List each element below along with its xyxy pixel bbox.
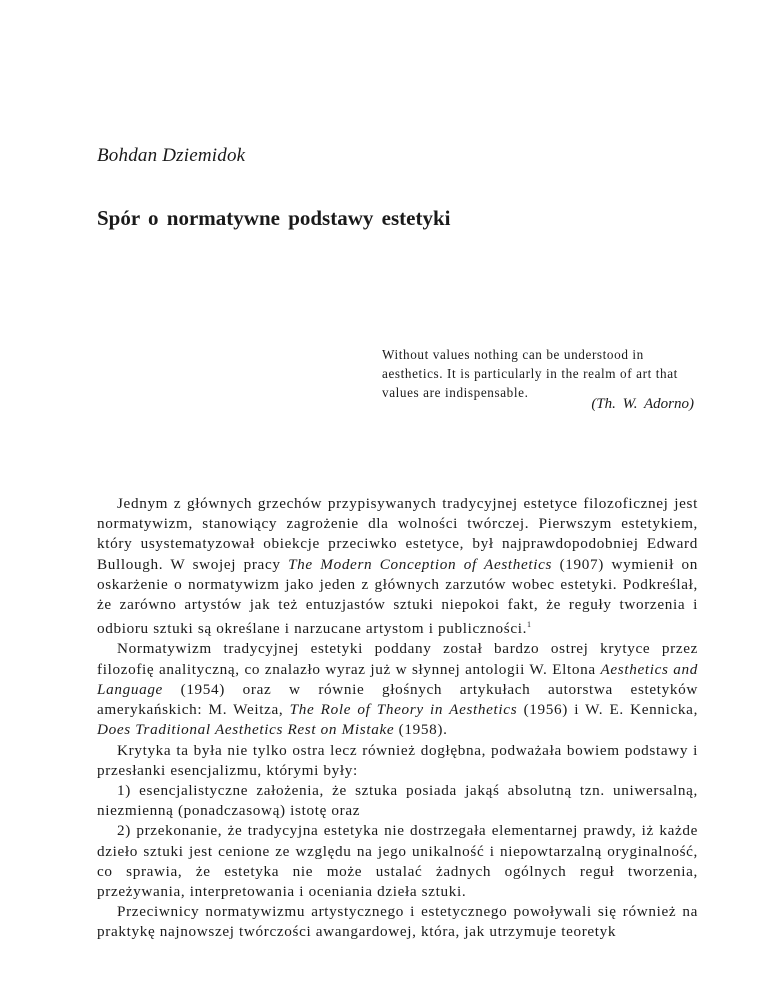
work-title: Aesthetics and Language (97, 660, 698, 698)
epigraph-source: (Th. W. Adorno) (591, 396, 694, 412)
author-name: Bohdan Dziemidok (97, 145, 246, 166)
list-item-2: 2) przekonanie, że tradycyjna estetyka nie dostrzegała elementarnej prawdy, iż każde dzieło sztuki jest cenione ze względu na jego unikalność i niepowtarzalną oryginalność, co sprawia, że estetyka nie może ustalać żadnych ogólnych reguł tworzenia, przeżywania, interpretowania i oceniania dzieła sztuki. (97, 822, 698, 900)
epigraph-quote: Without values nothing can be understood in aesthetics. It is particularly in the realm of art that values are indispensable. (382, 347, 678, 400)
footnote-marker: 1 (527, 620, 532, 630)
paragraph-3: Krytyka ta była nie tylko ostra lecz również dogłębna, podważała bowiem podstawy i przesłanki esencjalizmu, którymi były: (97, 741, 698, 779)
paragraph-4: Przeciwnicy normatywizmu artystycznego i estetycznego powoływali się również na praktykę najnowszej twórczości awangardowej, która, jak utrzymuje teoretyk (97, 903, 698, 941)
paragraph-1: Jednym z głównych grzechów przypisywanych tradycyjnej estetyce filozoficznej jest normatywizm, stanowiący zagrożenie dla wolności twórczej. Pierwszym estetykiem, który usystematyzował obiekcje przeciwko estetyce, był najprawdopodobniej Edward Bullough. W swojej pracy The Modern Conception of Aesthetics (1907) wymienił on oskarżenie o normatywizm jako jeden z głównych zarzutów wobec estetyki. Podkreślał, że zarówno artystów jak też entuzjastów sztuki niepokoi fakt, że reguły tworzenia i odbioru sztuki są określane i narzucane artystom i publiczności.$^1$ (97, 495, 699, 638)
work-title: Does Traditional Aesthetics Rest on Mistake (97, 721, 395, 739)
work-title: The Modern Conception of Aesthetics (288, 555, 553, 573)
article-title: Spór o normatywne podstawy estetyki (97, 206, 451, 230)
article-body (97, 494, 698, 943)
paragraph-2: Normatywizm tradycyjnej estetyki poddany został bardzo ostrej krytyce przez filozofię analityczną, co znalazło wyraz już w słynnej antologii W. Eltona Aesthetics and Language (1954) oraz w równie głośnych artykułach autorstwa estetyków amerykańskich: M. Weitza, The Role of Theory in Aesthetics (1956) i W. E. Kennicka, Does Traditional Aesthetics Rest on Mistake (1958). (97, 640, 699, 739)
list-item-1: 1) esencjalistyczne założenia, że sztuka posiada jakąś absolutną tzn. uniwersalną, niezmienną (ponadczasową) istotę oraz (97, 781, 698, 820)
work-title: The Role of Theory in Aesthetics (289, 701, 518, 719)
